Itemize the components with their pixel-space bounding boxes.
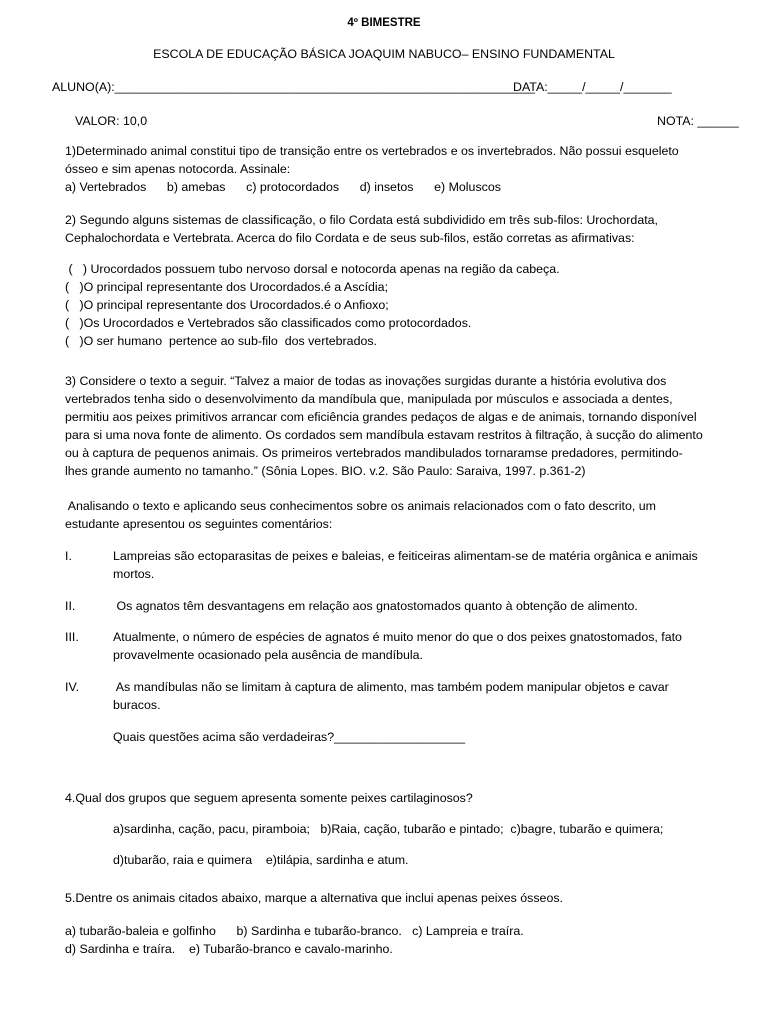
question-3-line: para si uma nova fonte de alimento. Os cordados sem mandíbula estavam restritos à filtração, à sucção do alimento <box>65 428 703 442</box>
question-1-options: a) Vertebrados b) amebas c) protocordados d) insetos e) Moluscos <box>65 180 501 194</box>
question-4-title: 4.Qual dos grupos que seguem apresenta somente peixes cartilaginosos? <box>65 791 473 805</box>
question-1 <box>65 142 715 196</box>
question-5-options: d) Sardinha e traíra. e) Tubarão-branco e cavalo-marinho. <box>65 942 393 956</box>
bimestre-label: 4º BIMESTRE <box>347 17 421 29</box>
date-field: DATA:_____/_____/_______ <box>513 80 672 94</box>
question-3-line: ou à captura de pequenos animais. Os primeiros vertebrados mandibulados tornaramse predadores, permitindo- <box>65 446 683 460</box>
question-5-options: a) tubarão-baleia e golfinho b) Sardinha e tubarão-branco. c) Lampreia e traíra. <box>65 924 524 938</box>
statement-1 <box>113 547 733 583</box>
question-4-options: d)tubarão, raia e quimera e)tilápia, sardinha e atum. <box>113 853 409 867</box>
student-name-field: ALUNO(A):_____________________________________________________________ <box>52 80 536 94</box>
statement-4 <box>113 678 733 714</box>
statement-line: mortos. <box>113 567 155 581</box>
question-2-item: ( )O principal representante dos Urocordados.é o Anfioxo; <box>65 298 389 312</box>
question-2-item: ( )Os Urocordados e Vertebrados são classificados como protocordados. <box>65 316 472 330</box>
question-3-line: lhes grande aumento no tamanho.” (Sônia Lopes. BIO. v.2. São Paulo: Saraiva, 1997. p.361-2) <box>65 464 586 478</box>
question-4-options: a)sardinha, cação, pacu, piramboia; b)Raia, cação, tubarão e pintado; c)bagre, tubarão e quimera; <box>113 822 664 836</box>
question-1-line: 1)Determinado animal constitui tipo de transição entre os vertebrados e os invertebrados. Não possui esqueleto <box>65 144 679 158</box>
question-2 <box>65 211 715 247</box>
statement-number: I. <box>65 549 72 563</box>
question-3-line: vertebrados tenha sido o desenvolvimento da mandíbula que, manipulada por músculos e associada a dentes, <box>65 392 673 406</box>
question-2-item: ( )O principal representante dos Urocordados.é a Ascídia; <box>65 280 389 294</box>
statement-2 <box>113 597 733 615</box>
statement-number: III. <box>65 630 79 644</box>
question-2-item: ( )O ser humano pertence ao sub-filo dos vertebrados. <box>65 334 377 348</box>
question-3-text <box>65 372 715 480</box>
statement-line: Os agnatos têm desvantagens em relação aos gnatostomados quanto à obtenção de alimento. <box>113 599 638 613</box>
question-2-line: Cephalochordata e Vertebrata. Acerca do filo Cordata e de seus sub-filos, estão corretas as afirmativas: <box>65 231 635 245</box>
nota-field: NOTA: ______ <box>657 114 739 128</box>
statement-line: buracos. <box>113 698 161 712</box>
question-2-line: 2) Segundo alguns sistemas de classificação, o filo Cordata está subdividido em três sub-filos: Urochordata, <box>65 213 658 227</box>
statement-3 <box>113 628 733 664</box>
question-5-title: 5.Dentre os animais citados abaixo, marque a alternativa que inclui apenas peixes ósseos. <box>65 891 563 905</box>
question-3-analysis <box>65 497 715 533</box>
question-3-line: 3) Considere o texto a seguir. “Talvez a maior de todas as inovações surgidas durante a história evolutiva dos <box>65 374 667 388</box>
question-2-items <box>65 260 715 350</box>
school-name: ESCOLA DE EDUCAÇÃO BÁSICA JOAQUIM NABUCO– ENSINO FUNDAMENTAL <box>153 47 615 61</box>
question-3-prompt: Quais questões acima são verdadeiras?___________________ <box>113 730 466 744</box>
question-3-line: permitiu aos peixes primitivos arrancar com eficiência grandes pedaços de algas e de animais, tornando disponível <box>65 410 697 424</box>
statement-line: Atualmente, o número de espécies de agnatos é muito menor do que o dos peixes gnatostomados, fato <box>113 630 682 644</box>
statement-number: II. <box>65 599 76 613</box>
statement-line: As mandíbulas não se limitam à captura de alimento, mas também podem manipular objetos e cavar <box>113 680 669 694</box>
question-2-item: ( ) Urocordados possuem tubo nervoso dorsal e notocorda apenas na região da cabeça. <box>65 262 560 276</box>
statement-line: provavelmente ocasionado pela ausência de mandíbula. <box>113 648 423 662</box>
question-1-line: ósseo e sim apenas notocorda. Assinale: <box>65 162 291 176</box>
statement-number: IV. <box>65 680 80 694</box>
analysis-line: estudante apresentou os seguintes comentários: <box>65 517 333 531</box>
analysis-line: Analisando o texto e aplicando seus conhecimentos sobre os animais relacionados com o fato descrito, um <box>65 499 656 513</box>
statement-line: Lampreias são ectoparasitas de peixes e baleias, e feiticeiras alimentam-se de matéria orgânica e animais <box>113 549 698 563</box>
valor-label: VALOR: 10,0 <box>75 114 148 128</box>
